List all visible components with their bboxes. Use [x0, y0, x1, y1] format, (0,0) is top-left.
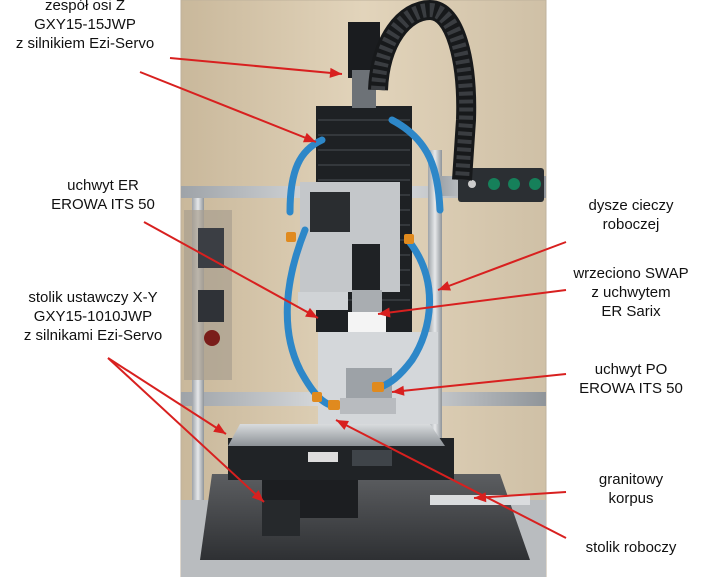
label-z-axis: zespół osi Z GXY15-15JWP z silnikiem Ezi-Servo [15, 0, 155, 52]
label-xy-table: stolik ustawczy X-Y GXY15-1010JWP z silnikami Ezi-Servo [23, 289, 163, 344]
granite-body [181, 474, 546, 577]
label-er-holder: uchwyt ER EROWA ITS 50 [51, 177, 155, 213]
label-po-holder: uchwyt PO EROWA ITS 50 [579, 361, 683, 397]
label-spindle: wrzeciono SWAP z uchwytem ER Sarix [573, 265, 689, 320]
label-granite-body: granitowy korpus [598, 471, 664, 507]
label-work-table: stolik roboczy [585, 539, 677, 556]
electrical-panel [184, 210, 232, 380]
label-nozzles: dysze cieczy roboczej [588, 197, 674, 233]
